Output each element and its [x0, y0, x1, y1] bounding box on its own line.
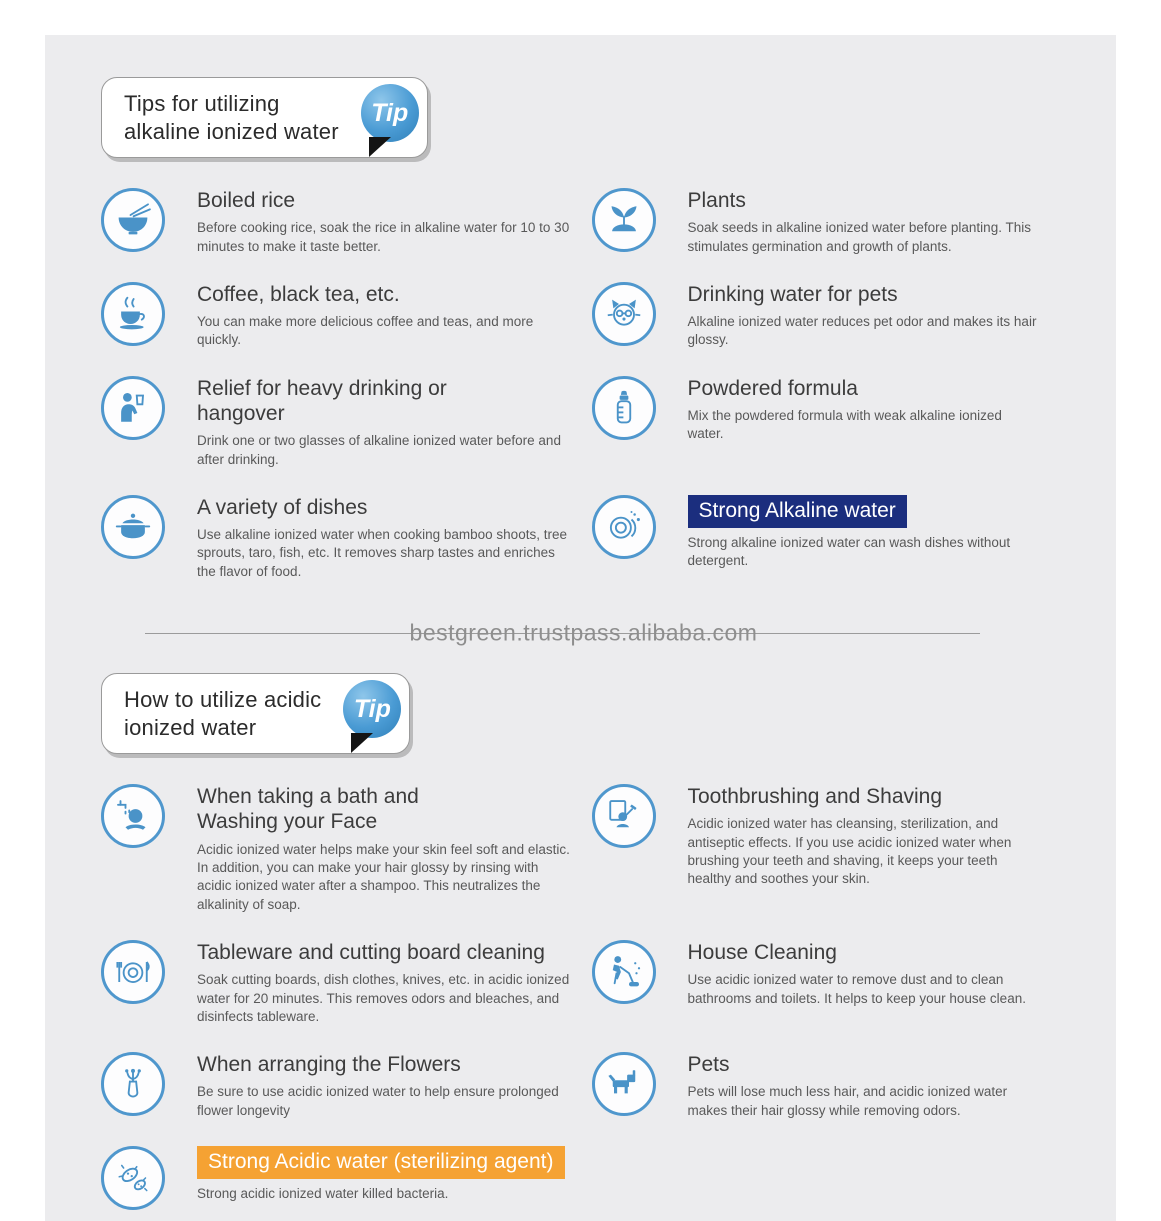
tip-item-house-cleaning [592, 940, 1067, 1026]
header-line-1: How to utilize acidic [124, 687, 322, 713]
item-title: Powdered formula [687, 376, 858, 400]
cooking-pot-icon [101, 495, 165, 559]
face-washing-icon [101, 784, 165, 848]
item-desc: Acidic ionized water has cleansing, sterilization, and antiseptic effects. If you use acidic ionized water when brushing your teeth and shaving, it keeps your teeth healthy and soothes your skin. [687, 816, 1012, 887]
tip-item-hangover-relief [101, 376, 576, 469]
item-desc: Be sure to use acidic ionized water to help ensure prolonged flower longevity [197, 1084, 559, 1118]
plant-sprout-icon [592, 188, 656, 252]
alkaline-section-header [101, 77, 428, 158]
item-text [688, 784, 1038, 889]
item-desc: Soak seeds in alkaline ionized water before planting. This stimulates germination and growth of plants. [687, 220, 1031, 254]
item-desc: You can make more delicious coffee and teas, and more quickly. [197, 314, 534, 348]
item-title: Relief for heavy drinking or hangover [197, 376, 447, 425]
item-title: Tableware and cutting board cleaning [197, 940, 545, 964]
item-title: Toothbrushing and Shaving [687, 785, 943, 809]
item-desc: Strong acidic ionized water killed bacteria. [197, 1186, 449, 1202]
tableware-icon [101, 940, 165, 1004]
tip-item-arranging-flowers [101, 1052, 576, 1120]
item-title: Plants [687, 189, 746, 212]
item-text [688, 495, 1038, 571]
alkaline-section-title [124, 90, 339, 145]
dog-icon [592, 1052, 656, 1116]
item-text [688, 940, 1038, 1008]
tip-badge [361, 84, 419, 142]
item-title-highlighted: Strong Alkaline water [688, 495, 907, 528]
item-desc: Drink one or two glasses of alkaline ionized water before and after drinking. [197, 433, 561, 467]
tip-item-strong-alkaline-water [592, 495, 1067, 581]
tip-item-boiled-rice [101, 188, 576, 256]
tip-item-toothbrushing-shaving [592, 784, 1067, 914]
item-text [197, 940, 575, 1026]
item-text [197, 188, 575, 256]
bacteria-icon [101, 1146, 165, 1210]
infographic-background [45, 35, 1116, 1221]
item-desc: Pets will lose much less hair, and acidic ionized water makes their hair glossy while removing odors. [687, 1084, 1008, 1118]
toothbrushing-icon [592, 784, 656, 848]
tip-item-strong-acidic-water [101, 1146, 1066, 1210]
item-title: When arranging the Flowers [197, 1053, 461, 1077]
item-text [197, 376, 575, 469]
item-text [197, 784, 575, 914]
tip-item-coffee-tea [101, 282, 576, 350]
tip-item-powdered-formula [592, 376, 1067, 469]
tip-badge-label: Tip [371, 98, 409, 127]
drinking-person-icon [101, 376, 165, 440]
acidic-items-grid [101, 784, 1066, 1210]
acidic-section-title [124, 686, 321, 741]
tip-item-bath-face-washing [101, 784, 576, 914]
item-title: When taking a bath and Washing your Face [197, 785, 419, 834]
item-text [688, 188, 1038, 256]
item-text [688, 376, 1038, 444]
tip-badge [343, 680, 401, 738]
item-title: Boiled rice [197, 189, 296, 212]
dish-washing-icon [592, 495, 656, 559]
item-desc: Soak cutting boards, dish clothes, knives, etc. in acidic ionized water for 20 minutes. This removes odors and bleaches, and disinfects tableware. [197, 972, 570, 1024]
tip-item-tableware-cleaning [101, 940, 576, 1026]
house-cleaning-icon [592, 940, 656, 1004]
item-desc: Acidic ionized water helps make your skin feel soft and elastic. In addition, you can make your hair glossy by rinsing with acidic ionized water after a shampoo. This neutralizes the alkalinity of soap. [197, 841, 570, 912]
item-desc: Mix the powdered formula with weak alkaline ionized water. [687, 408, 1002, 442]
tip-badge-label: Tip [353, 694, 391, 723]
tip-item-pet-drinking-water [592, 282, 1067, 350]
acidic-tips-section [101, 673, 1066, 1210]
item-title: House Cleaning [687, 940, 837, 964]
item-text [197, 495, 575, 581]
tip-item-variety-of-dishes [101, 495, 576, 581]
tip-item-pets [592, 1052, 1067, 1120]
item-desc: Use acidic ionized water to remove dust and to clean bathrooms and toilets. It helps to keep your house clean. [687, 972, 1026, 1006]
item-text [197, 1052, 575, 1120]
header-line-1: Tips for utilizing [124, 91, 280, 116]
header-line-2: alkaline ionized water [124, 118, 339, 144]
item-text [688, 1052, 1038, 1120]
pet-face-icon [592, 282, 656, 346]
item-desc: Alkaline ionized water reduces pet odor and makes its hair glossy. [687, 314, 1037, 348]
alkaline-tips-section [101, 77, 1066, 581]
tip-item-plants [592, 188, 1067, 256]
watermark-text: bestgreen.trustpass.alibaba.com [409, 619, 758, 646]
coffee-cup-icon [101, 282, 165, 346]
watermark-divider [101, 611, 1066, 655]
baby-bottle-icon [592, 376, 656, 440]
item-title: Coffee, black tea, etc. [197, 282, 400, 306]
item-title: Pets [687, 1053, 730, 1077]
item-text [688, 282, 1038, 350]
acidic-section-header [101, 673, 410, 754]
item-title: A variety of dishes [197, 495, 368, 519]
item-desc: Before cooking rice, soak the rice in alkaline water for 10 to 30 minutes to make it taste better. [197, 220, 570, 254]
item-text [197, 1146, 565, 1204]
rice-bowl-icon [101, 188, 165, 252]
item-text [197, 282, 575, 350]
item-title-highlighted: Strong Acidic water (sterilizing agent) [197, 1146, 565, 1179]
alkaline-items-grid [101, 188, 1066, 581]
header-line-2: ionized water [124, 714, 257, 740]
item-desc: Use alkaline ionized water when cooking bamboo shoots, tree sprouts, taro, fish, etc. It removes sharp tastes and enriches the flavor of food. [197, 527, 567, 579]
item-desc: Strong alkaline ionized water can wash dishes without detergent. [687, 535, 1011, 569]
item-title: Drinking water for pets [687, 282, 898, 306]
flower-vase-icon [101, 1052, 165, 1116]
